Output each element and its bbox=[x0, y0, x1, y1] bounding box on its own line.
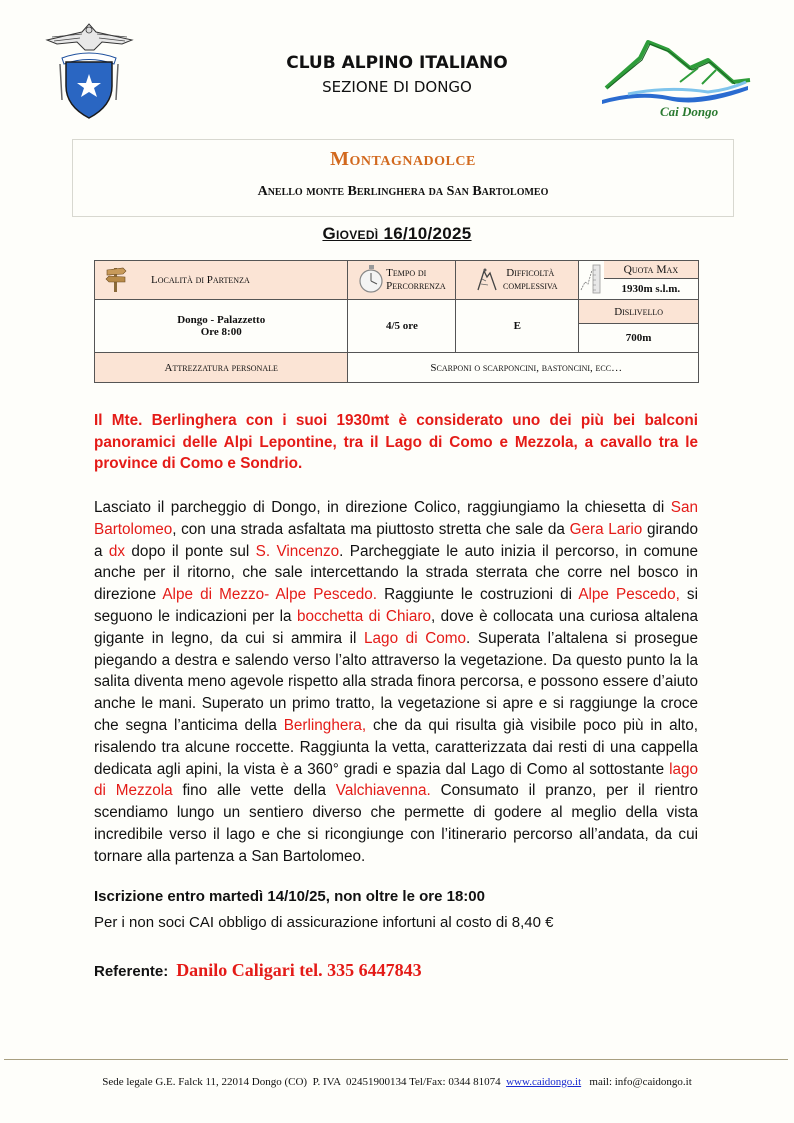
highlighted-place: dx bbox=[108, 542, 126, 560]
highlighted-place: Lago di Como bbox=[364, 629, 467, 647]
highlighted-place: Gera Lario bbox=[569, 520, 643, 538]
departure-label: Località di Partenza bbox=[151, 274, 250, 286]
event-series: Montagnadolce bbox=[330, 148, 476, 170]
elevation-gain-value: 700m bbox=[579, 324, 699, 353]
intro-paragraph: Il Mte. Berlinghera con i suoi 1930mt è considerato uno dei più bei balconi panoramici delle Alpi Lepontine, tra il Lago di Como e Mezzola, a cavallo tra le province di Como e Sondrio. bbox=[94, 412, 698, 472]
elevation-gain-header: Dislivello bbox=[579, 300, 699, 324]
footer-mail: mail: info@caidongo.it bbox=[581, 1076, 692, 1088]
description-text: fino alle vette della bbox=[172, 782, 336, 800]
highlighted-place: San Bartolomeo bbox=[94, 499, 698, 538]
cai-dongo-mountain-logo bbox=[598, 30, 758, 122]
description-paragraph bbox=[94, 497, 698, 868]
description-text: . Superata l’altalena si prosegue piegando a destra e salendo verso l’alto attraverso la vegetazione. Da questo punto la la salita diventa meno agevole rispetto alla strada finora percorsa, e possono essere d’aiuto anche le mani. Superato un primo tratto, la vegetazione si apre e si raggiunge la croce che segna l’anticima della bbox=[94, 629, 698, 734]
footer-address: Sede legale G.E. Falck 11, 22014 Dongo (CO) P. IVA 02451900134 Tel/Fax: 0344 81074 bbox=[102, 1076, 507, 1088]
contact-line bbox=[94, 960, 422, 981]
difficulty-label-line2: complessiva bbox=[503, 280, 558, 292]
event-title: Anello monte Berlinghera da San Bartolomeo bbox=[257, 184, 549, 199]
contact-value: Danilo Caligari tel. 335 6447843 bbox=[176, 960, 422, 980]
departure-header bbox=[95, 261, 348, 300]
trip-info-table bbox=[94, 260, 699, 383]
gear-value: Scarponi o scarponcini, bastoncini, ecc… bbox=[348, 353, 699, 383]
departure-place: Dongo - Palazzetto bbox=[177, 314, 266, 326]
description-text: , con una strada asfaltata ma piuttosto stretta che sale da bbox=[172, 520, 570, 538]
footer-divider bbox=[4, 1059, 788, 1060]
difficulty-value: E bbox=[456, 300, 579, 353]
duration-header bbox=[348, 261, 456, 300]
highlighted-place: S. Vincenzo bbox=[255, 542, 340, 560]
mountain-climber-icon bbox=[477, 267, 497, 294]
description-text: Lasciato il parcheggio di Dongo, in direzione Colico, raggiungiamo la chiesetta di bbox=[94, 499, 671, 516]
duration-value: 4/5 ore bbox=[348, 300, 456, 353]
footer bbox=[0, 1076, 794, 1088]
event-title-box bbox=[72, 139, 734, 217]
org-subtitle: SEZIONE DI DONGO bbox=[322, 78, 472, 96]
max-altitude-header: Quota Max bbox=[604, 261, 699, 279]
gear-header: Attrezzatura personale bbox=[95, 353, 348, 383]
altimeter-icon bbox=[580, 287, 602, 299]
signpost-icon bbox=[105, 266, 127, 295]
departure-value bbox=[95, 300, 348, 353]
contact-label: Referente: bbox=[94, 963, 169, 980]
description-text: Raggiunte le costruzioni di bbox=[376, 586, 579, 604]
departure-time: Ore 8:00 bbox=[200, 326, 242, 338]
altimeter-icon-cell bbox=[579, 261, 604, 300]
difficulty-label-line1: Difficoltà bbox=[506, 267, 555, 279]
description-text: . Parcheggiate le auto inizia il percorso, in comune anche per il ritorno, che sale intercettando la strada sterrata che corre nel bosco in direzione bbox=[94, 542, 698, 604]
cai-eagle-shield-logo bbox=[42, 22, 137, 122]
event-date: Giovedì 16/10/2025 bbox=[322, 224, 472, 243]
description-text: Consumato il pranzo, per il rientro scendiamo lungo un sentiero diverso che permette di godere al meglio della vista incredibile verso il lago e che si ricongiunge con l’itinerario percorso all’andata, da cui tornare alla partenza a San Bartolomeo. bbox=[94, 782, 698, 865]
insurance-note: Per i non soci CAI obbligo di assicurazione infortuni al costo di 8,40 € bbox=[94, 914, 554, 931]
duration-label-line2: Percorrenza bbox=[386, 280, 446, 292]
max-altitude-value: 1930m s.l.m. bbox=[604, 279, 699, 300]
difficulty-header bbox=[456, 261, 579, 300]
highlighted-place: bocchetta di Chiaro bbox=[296, 607, 431, 625]
description-text: che da qui risulta già visibile poco più in alto, risalendo tra alcune roccette. Raggiunta la vetta, caratterizzata dai resti di una cappella dedicata agli apini, la vista è a 360° gradi e spazia dal Lago di Como al sottostante bbox=[94, 716, 698, 778]
description-text: dopo il ponte sul bbox=[125, 542, 256, 560]
highlighted-place: Valchiavenna. bbox=[335, 782, 431, 800]
highlighted-place: Berlinghera, bbox=[283, 716, 367, 734]
website-link[interactable]: www.caidongo.it bbox=[506, 1076, 582, 1088]
highlighted-place: Alpe Pescedo, bbox=[578, 586, 680, 604]
description-text: girando a bbox=[94, 520, 698, 560]
org-title: CLUB ALPINO ITALIANO bbox=[286, 53, 508, 73]
stopwatch-icon bbox=[358, 264, 384, 297]
description-text: , dove è collocata una curiosa altalena gigante in legno, da cui si ammira il bbox=[94, 607, 698, 647]
highlighted-place: Alpe di Mezzo- Alpe Pescedo. bbox=[162, 586, 377, 604]
duration-label-line1: Tempo di bbox=[386, 267, 427, 279]
logo-text: Cai Dongo bbox=[660, 104, 719, 119]
highlighted-place: lago di Mezzola bbox=[94, 760, 698, 800]
description-text: si seguono le indicazioni per la bbox=[94, 586, 698, 625]
registration-deadline: Iscrizione entro martedì 14/10/25, non oltre le ore 18:00 bbox=[94, 888, 485, 905]
